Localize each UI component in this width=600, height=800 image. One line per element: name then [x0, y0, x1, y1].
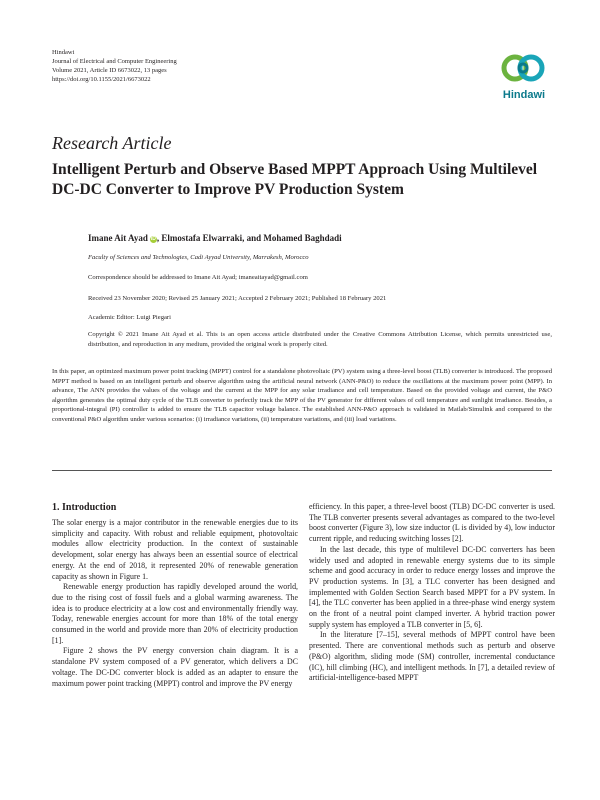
affiliation: Faculty of Sciences and Technologies, Cadi Ayyad University, Marrakesh, Morocco — [88, 254, 309, 261]
paragraph: efficiency. In this paper, a three-level boost (TLB) DC-DC converter is used. The TLB converter presents several advantages as compared to the two-level boost converter (Figure 3), low size inductor (L is divided by 4), low inductor current ripple, and reducing switching losses [2]. — [309, 502, 555, 544]
right-column — [309, 502, 555, 684]
paragraph: In the last decade, this type of multilevel DC-DC converters has been widely used and adopted in renewable energy systems due to its simple scheme and good accuracy in order to reduce energy losses and improve the PV production systems. In [3], a TLC converter has been designed and implemented with Golden Section Search based MPPT for a PV system. In [4], the TLC converter has been applied in a three-phase wind energy system on the front of a neutral point clamped inverter. A hybrid traction power supply system has employed a TLB converter in [5, 6]. — [309, 544, 555, 629]
copyright-notice: Copyright © 2021 Imane Ait Ayad et al. This is an open access article distributed under the Creative Commons Attribution License, which permits unrestricted use, distribution, and reproduction in any medium, provided the original work is properly cited. — [88, 331, 552, 348]
first-author: Imane Ait Ayad — [88, 233, 148, 243]
paragraph: The solar energy is a major contributor in the renewable energies due to its simplicity and capacity. With robust and reliable equipment, photovoltaic modules allow electricity production. In the context of sustainable development, solar energy has always been an essential source of electrical energy. At the end of 2018, it represented 20% of renewable generation capacity as shown in Figure 1. — [52, 518, 298, 581]
logo-text: Hindawi — [502, 89, 546, 101]
article-type: Research Article — [52, 133, 172, 153]
doi-link[interactable]: https://doi.org/10.1155/2021/6673022 — [52, 76, 151, 83]
section-divider — [52, 470, 552, 471]
dates-line: Received 23 November 2020; Revised 25 January 2021; Accepted 2 February 2021; Published 18 February 2021 — [88, 295, 387, 302]
journal-name: Journal of Electrical and Computer Engineering — [52, 58, 177, 65]
publisher-name: Hindawi — [52, 49, 75, 56]
paper-title: Intelligent Perturb and Observe Based MPPT Approach Using Multilevel DC-DC Converter to Improve PV Production System — [52, 161, 538, 198]
paragraph: Renewable energy production has rapidly developed around the world, due to the rising cost of fossil fuels and a global warming awareness. The idea is to produce electricity at a low cost and environmentally friendly way. Today, renewable energies account for more than 18% of the total energy consumed in the world and provide more than 20% of electricity production [1]. — [52, 582, 298, 645]
section-heading: 1. Introduction — [52, 502, 117, 513]
paragraph: In the literature [7–15], several methods of MPPT control have been presented. There are conventional methods such as perturb and observe (P&O) algorithm, sliding mode (SM) controller, incremental conductance (IC), hill climbing (HC), and intelligent methods. In [7], a detailed review of artificial-intelligence-based MPPT — [309, 630, 555, 683]
orcid-icon[interactable]: iD — [150, 236, 156, 242]
journal-header — [52, 48, 177, 84]
left-column — [52, 502, 298, 689]
author-list — [88, 233, 342, 243]
academic-editor: Academic Editor: Luigi Piegari — [88, 314, 171, 321]
other-authors: , Elmostafa Elwarraki, and Mohamed Baghdadi — [156, 233, 342, 243]
paragraph: Figure 2 shows the PV energy conversion chain diagram. It is a standalone PV system composed of a PV generator, which delivers a DC voltage. The DC-DC converter block is added as an adapter to ensure the maximum power point tracking (MPPT) control and improve the PV energy — [52, 646, 298, 688]
correspondence: Correspondence should be addressed to Imane Ait Ayad; imaneaitayad@gmail.com — [88, 274, 308, 281]
volume-line: Volume 2021, Article ID 6673022, 13 pages — [52, 67, 167, 74]
abstract: In this paper, an optimized maximum power point tracking (MPPT) control for a standalone photovoltaic (PV) system using a three-level boost (TLB) converter is introduced. The proposed MPPT method is based on an intelligent perturb and observe algorithm using the artificial neural network (ANN-P&O) to reduce the oscillations at the maximum power point (MPP). In advance, The ANN provides the values of the voltage and the current at the MPP for any solar irradiance and cell temperature. Based on the provided voltage and current, the P&O algorithm generates the optimal duty cycle of the TLB converter to perfectly track the MPP of the PV generator for different values of cell temperature and sunlight irradiance. Besides, a proportional-integral (PI) controller is added to ensure the TLB capacitor voltage balance. The established ANN-P&O approach is validated in Matlab/Simulink and compared to the conventional P&O algorithm under various scenarios: (i) irradiance variations, (ii) temperature variations, and (iii) load variations. — [52, 368, 552, 423]
